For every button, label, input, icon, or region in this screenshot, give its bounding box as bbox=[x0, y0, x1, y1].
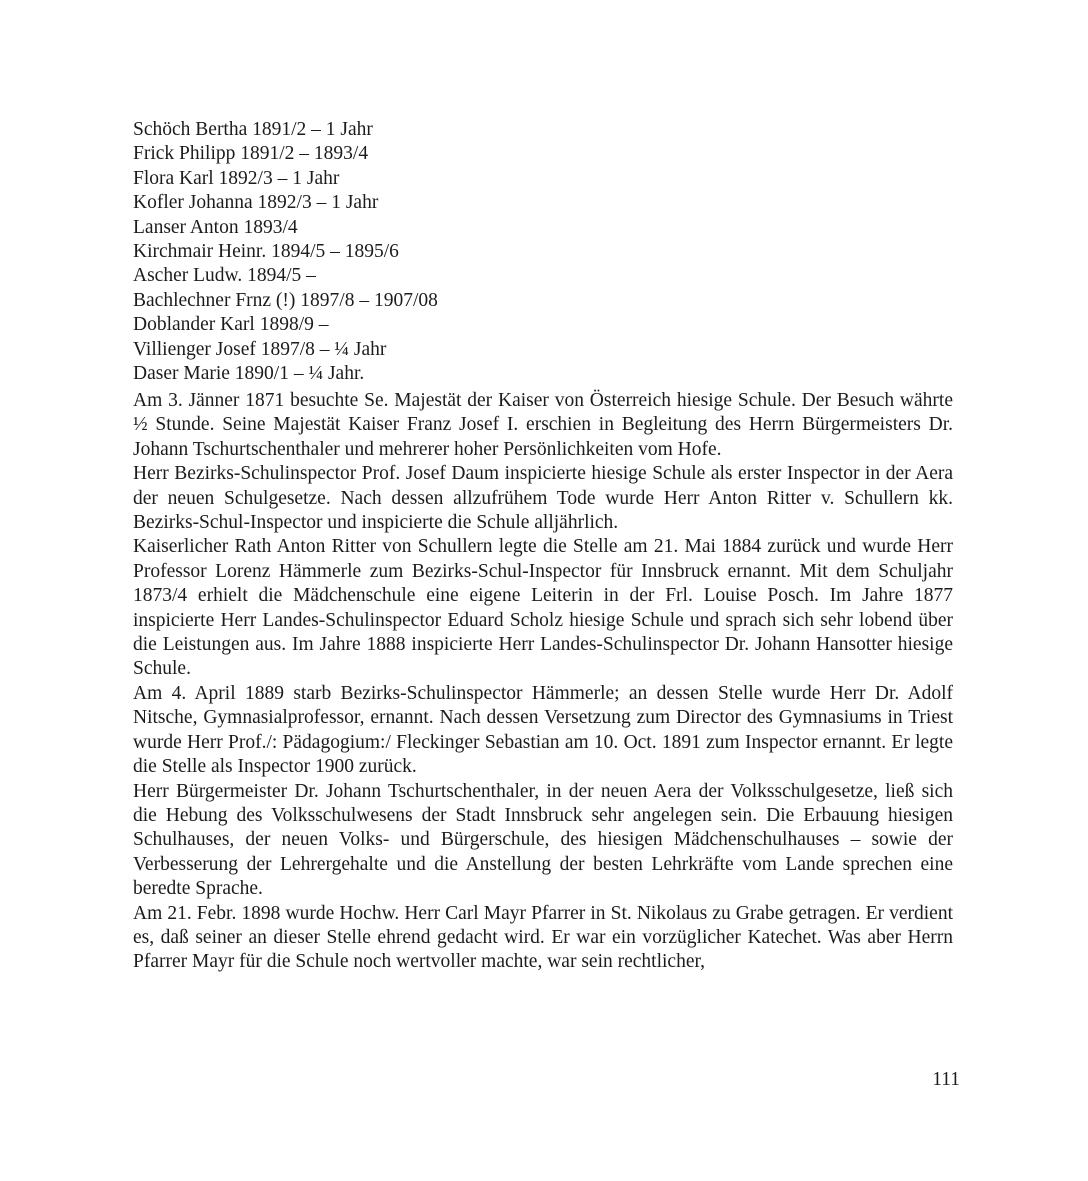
list-item: Flora Karl 1892/3 – 1 Jahr bbox=[133, 167, 340, 189]
list-item: Bachlechner Frnz (!) 1897/8 – 1907/08 bbox=[133, 289, 438, 311]
list-item: Schöch Bertha 1891/2 – 1 Jahr bbox=[133, 119, 373, 140]
paragraph: Herr Bürgermeister Dr. Johann Tschurtschenthaler, in der neuen Aera der Volksschulgesetze, ließ sich die Hebung des Volksschulwesens der Stadt Innsbruck sehr angelegen sein. Die Erbauung hiesigen Schulhauses, der neuen Volks- und Bürgerschule, des hiesigen Mädchenschulhauses – sowie der Verbesserung der Lehrergehalte und die Anstellung der besten Lehrkräfte vom Lande sprechen eine beredte Sprache. bbox=[133, 780, 953, 900]
paragraph: Am 3. Jänner 1871 besuchte Se. Majestät der Kaiser von Österreich hiesige Schule. Der Besuch währte ½ Stunde. Seine Majestät Kaiser Franz Josef I. erschien in Begleitung des Herrn Bürgermeisters Dr. Johann Tschurtschenthaler und mehrerer hoher Persönlichkeiten vom Hofe. bbox=[133, 390, 953, 460]
paragraph: Kaiserlicher Rath Anton Ritter von Schullern legte die Stelle am 21. Mai 1884 zurück und wurde Herr Professor Lorenz Hämmerle zum Bezirks-Schul-Inspector für Innsbruck ernannt. Mit dem Schuljahr 1873/4 erhielt die Mädchenschule eine eigene Leiterin in der Frl. Louise Posch. Im Jahre 1877 inspicierte Herr Landes-Schulinspector Eduard Scholz hiesige Schule und sprach sich sehr lobend über die Leistungen aus. Im Jahre 1888 inspicierte Herr Landes-Schulinspector Dr. Johann Hansotter hiesige Schule. bbox=[133, 536, 953, 680]
list-item: Kofler Johanna 1892/3 – 1 Jahr bbox=[133, 192, 379, 214]
paragraph: Am 21. Febr. 1898 wurde Hochw. Herr Carl Mayr Pfarrer in St. Nikolaus zu Grabe getragen. Er verdient es, daß seiner an dieser Stelle ehrend gedacht wird. Er war ein vorzüglicher Katechet. Was aber Herrn Pfarrer Mayr für die Schule noch wertvoller machte, war sein rechtlicher, bbox=[133, 902, 953, 973]
list-item: Lanser Anton 1893/4 bbox=[133, 216, 298, 238]
page-number: 111 bbox=[932, 1069, 960, 1090]
list-item: Villienger Josef 1897/8 – ¼ Jahr bbox=[133, 338, 387, 360]
list-item: Kirchmair Heinr. 1894/5 – 1895/6 bbox=[133, 241, 399, 263]
list-item: Frick Philipp 1891/2 – 1893/4 bbox=[133, 143, 369, 165]
paragraph: Am 4. April 1889 starb Bezirks-Schulinspector Hämmerle; an dessen Stelle wurde Herr Dr. Adolf Nitsche, Gymnasialprofessor, ernannt. Nach dessen Versetzung zum Director des Gymnasiums in Triest wurde Herr Prof./: Pädagogium:/ Fleckinger Sebastian am 10. Oct. 1891 zum Inspector ernannt. Er legte die Stelle als Inspector 1900 zurück. bbox=[133, 682, 953, 778]
body-text bbox=[133, 389, 953, 975]
teacher-list bbox=[133, 118, 733, 386]
list-item: Ascher Ludw. 1894/5 – bbox=[133, 265, 316, 287]
paragraph: Herr Bezirks-Schulinspector Prof. Josef Daum inspicierte hiesige Schule als erster Inspector in der Aera der neuen Schulgesetze. Nach dessen allzufrühem Tode wurde Herr Anton Ritter v. Schullern kk. Bezirks-Schul-Inspector und inspicierte die Schule alljährlich. bbox=[133, 463, 953, 534]
list-item: Doblander Karl 1898/9 – bbox=[133, 314, 329, 336]
list-item: Daser Marie 1890/1 – ¼ Jahr. bbox=[133, 363, 365, 385]
